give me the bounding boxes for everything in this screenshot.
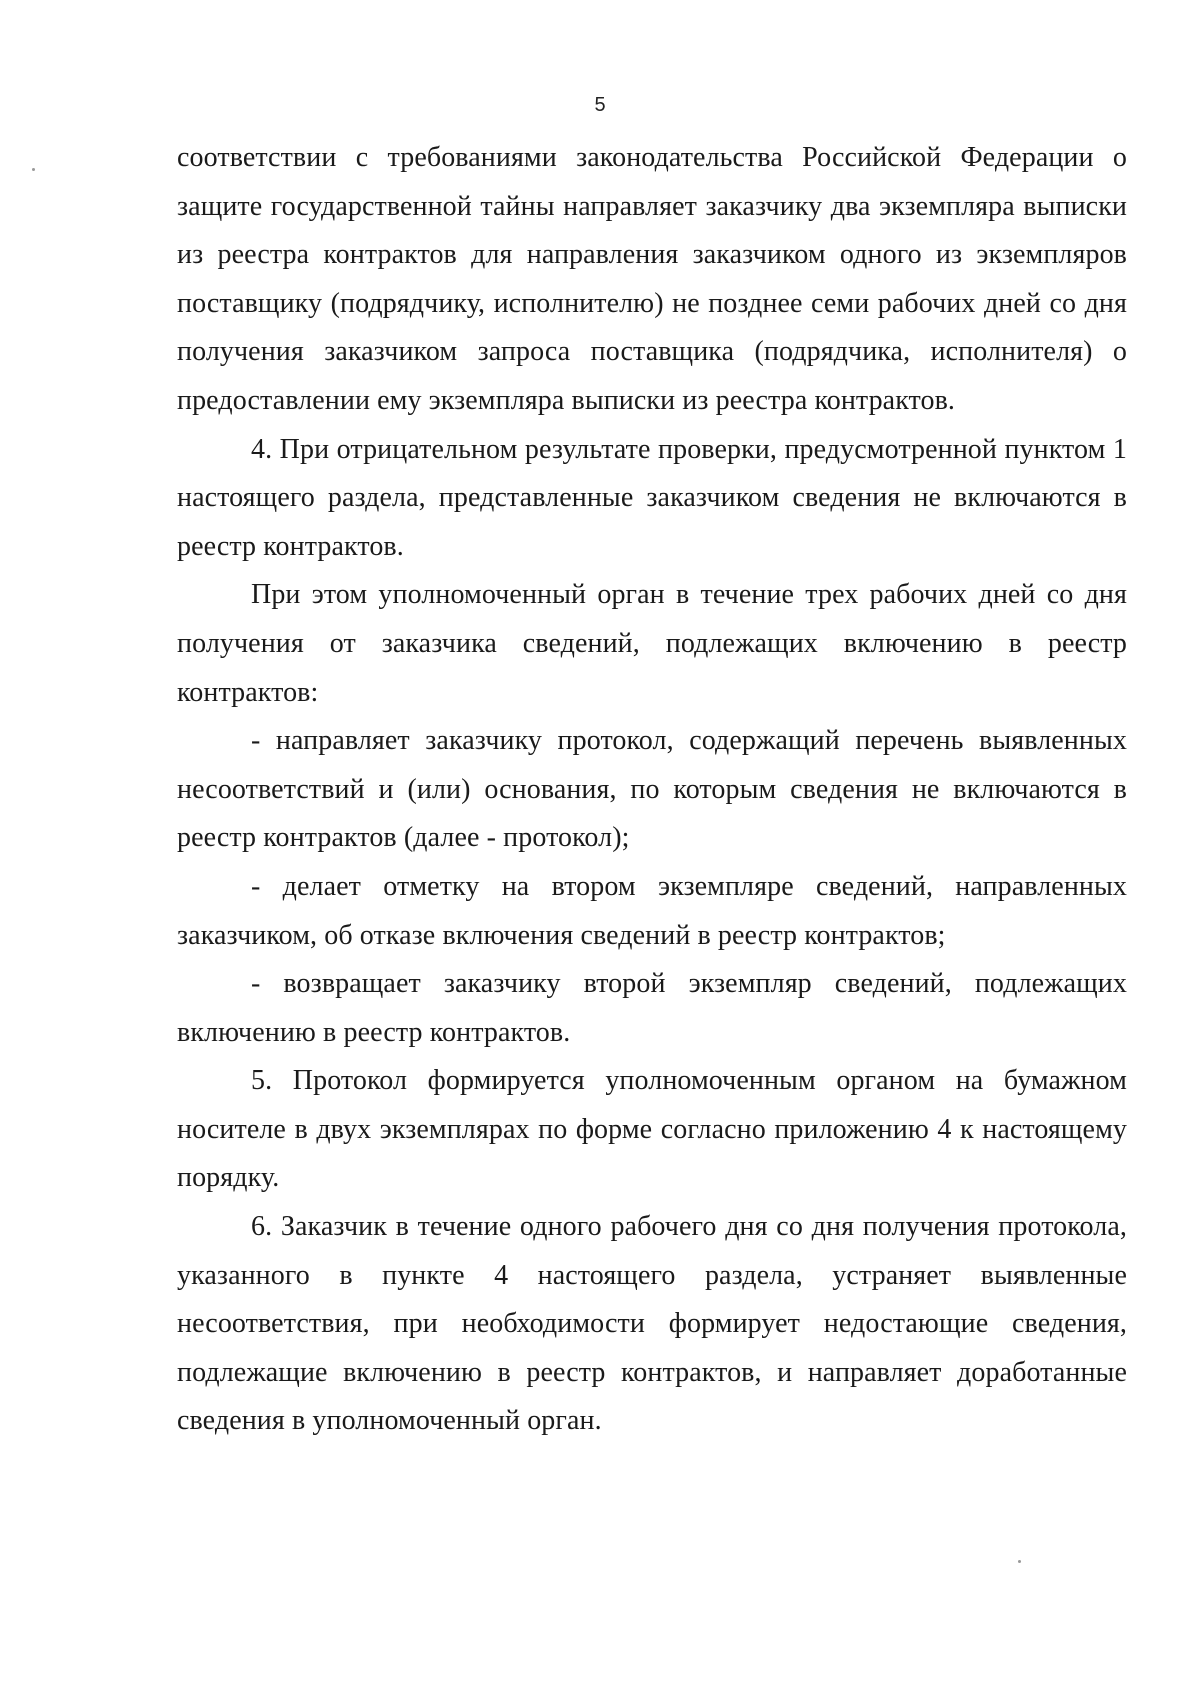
paragraph: 6. Заказчик в течение одного рабочего дня со дня получения протокола, указанного в пункте 4 настоящего раздела, устраняет выявленные несоответствия, при необходимости формирует недостающие сведения, подлежащие включению в реестр контрактов, и направляет доработанные сведения в уполномоченный орган. bbox=[177, 1211, 1127, 1437]
paragraph: 5. Протокол формируется уполномоченным органом на бумажном носителе в двух экземплярах по форме согласно приложению 4 к настоящему порядку. bbox=[177, 1065, 1127, 1194]
list-item: - направляет заказчику протокол, содержащий перечень выявленных несоответствий и (или) основания, по которым сведения не включаются в реестр контрактов (далее - протокол); bbox=[177, 725, 1127, 854]
paragraph: соответствии с требованиями законодательства Российской Федерации о защите государственной тайны направляет заказчику два экземпляра выписки из реестра контрактов для направления заказчиком одного из экземпляров поставщику (подрядчику, исполнителю) не позднее семи рабочих дней со дня получения заказчиком запроса поставщика (подрядчика, исполнителя) о предоставлении ему экземпляра выписки из реестра контрактов. bbox=[177, 142, 1127, 416]
list-item: - возвращает заказчику второй экземпляр сведений, подлежащих включению в реестр контрактов. bbox=[177, 968, 1127, 1048]
paragraph: 4. При отрицательном результате проверки, предусмотренной пунктом 1 настоящего раздела, представленные заказчиком сведения не включаются в реестр контрактов. bbox=[177, 433, 1127, 562]
page-number: 5 bbox=[594, 94, 606, 116]
scan-speck bbox=[1018, 1560, 1021, 1563]
list-item: - делает отметку на втором экземпляре сведений, направленных заказчиком, об отказе включения сведений в реестр контрактов; bbox=[177, 870, 1127, 951]
document-body bbox=[177, 134, 1127, 1446]
paragraph: При этом уполномоченный орган в течение трех рабочих дней со дня получения от заказчика сведений, подлежащих включению в реестр контрактов: bbox=[177, 579, 1127, 708]
scan-speck bbox=[32, 168, 35, 171]
